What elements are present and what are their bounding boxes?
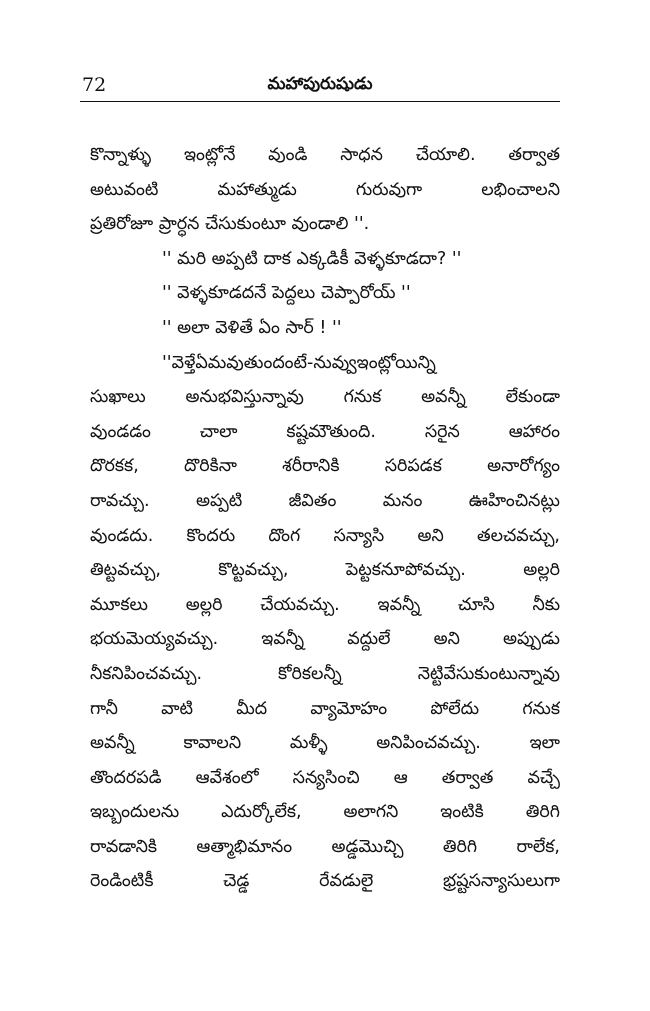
text-line: అటువంటి మహాత్ముడు గురువుగా లభించాలని [90,179,560,200]
text-line: తొందరపడి ఆవేశంలో సన్యసించి ఆ తర్వాత వచ్చే [90,767,560,788]
text-line: '' మరి అప్పటి దాక ఎక్కడికీ వెళ్ళకూడదా? '' [162,248,462,269]
text-line: వుండదు. కొందరు దొంగ సన్యాసి అని తలచవచ్చు, [90,525,560,546]
text-line: '' అలా వెళితే ఏం సార్ ! '' [162,317,342,338]
text-line: రావడానికి ఆత్మాభిమానం అడ్డమొచ్చి తిరిగి రాలేక, [90,836,560,857]
text-line: వుండడం చాలా కష్టమౌతుంది. సరైన ఆహారం [90,421,560,442]
text-line: '' వెళ్ళకూడదనే పెద్దలు చెప్పారోయ్ '' [162,283,411,304]
text-line: రావచ్చు. అప్పటి జీవితం మనం ఊహించినట్లు [90,490,560,511]
page-number: 72 [82,74,107,96]
text-line: దొరకక, దొరికినా శరీరానికి సరిపడక అనారోగ్యం [90,456,560,477]
text-line: ప్రతిరోజూ ప్రార్ధన చేసుకుంటూ వుండాలి ''. [90,214,370,235]
body-text [90,138,560,899]
text-line: భయమెయ్యవచ్చు. ఇవన్నీ వద్దులే అని అప్పుడు [90,629,560,650]
text-line: అవన్నీ కావాలని మళ్ళీ అనిపించవచ్చు. ఇలా [90,733,560,754]
page-header [80,70,560,102]
header-divider [80,101,560,102]
text-line: ఇబ్బందులను ఎదుర్కోలేక, అలాగని ఇంటికి తిరిగి [90,802,560,823]
text-line: సుఖాలు అనుభవిస్తున్నావు గనుక అవన్నీ లేకుండా [90,387,560,408]
text-line: మూకలు అల్లరి చేయవచ్చు. ఇవన్నీ చూసి నీకు [90,594,560,615]
running-title: మహాపురుషుడు [267,74,373,94]
text-line: ''వెళ్తేఏమవుతుందంటే-నువ్వుఇంట్లోయిన్ని [162,352,436,373]
text-line: కొన్నాళ్ళు ఇంట్లోనే వుండి సాధన చేయాలి. తర్వాత [90,145,560,165]
text-line: గానీ వాటి మీద వ్యామోహం పోలేదు గనుక [90,698,560,719]
text-line: రెండింటికీ చెడ్డ రేవడులై భ్రష్టసన్యాసులుగా [90,871,560,892]
text-line: తిట్టవచ్చు, కొట్టవచ్చు, పెట్టకనూపోవచ్చు. అల్లరి [90,560,560,581]
text-line: నీకనిపించవచ్చు. కోరికలన్నీ నెట్టివేసుకుంటున్నావు [90,663,560,684]
